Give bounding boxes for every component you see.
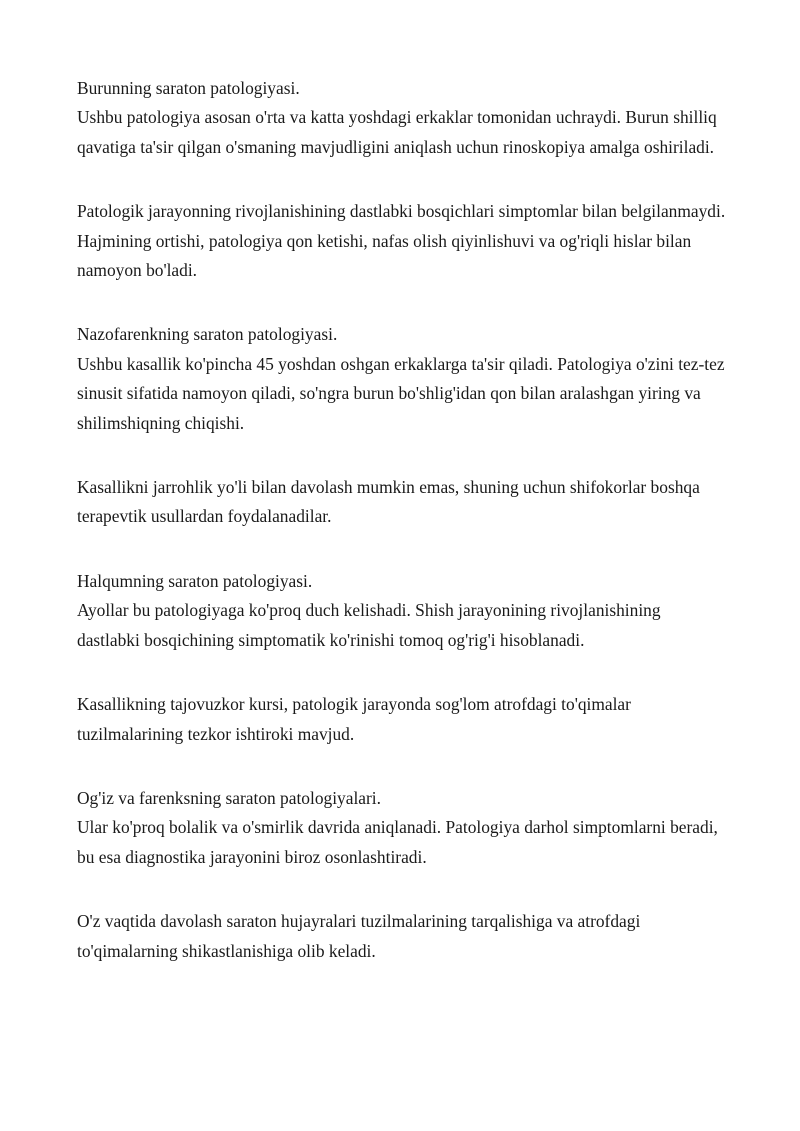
section-heading: Nazofarenkning saraton patologiyasi.	[77, 324, 338, 345]
paragraph: O'z vaqtida davolash saraton hujayralari tuzilmalarining tarqalishiga va atrofdagi to'qimalarning shikastlanishiga olib keladi.	[77, 911, 641, 961]
section-nose-cancer-symptoms	[77, 197, 727, 285]
section-larynx-course	[77, 690, 727, 749]
section-larynx-cancer	[77, 567, 727, 655]
paragraph: Patologik jarayonning rivojlanishining dastlabki bosqichlari simptomlar bilan belgilanmaydi. Hajmining ortishi, patologiya qon ketishi, nafas olish qiyinlishuvi va og'riqli hislar bilan namoyon bo'ladi.	[77, 201, 726, 281]
section-heading: Halqumning saraton patologiyasi.	[77, 570, 313, 591]
paragraph: Ushbu kasallik ko'pincha 45 yoshdan oshgan erkaklarga ta'sir qiladi. Patologiya o'zini tez-tez sinusit sifatida namoyon qiladi, so'ngra burun bo'shlig'idan qon bilan aralashgan yiring va shilimshiqning chiqishi.	[77, 353, 725, 433]
section-heading: Og'iz va farenksning saraton patologiyalari.	[77, 787, 381, 808]
paragraph: Kasallikning tajovuzkor kursi, patologik jarayonda sog'lom atrofdagi to'qimalar tuzilmalarining tezkor ishtiroki mavjud.	[77, 694, 631, 744]
section-nasopharynx-cancer	[77, 320, 727, 438]
section-nose-cancer	[77, 74, 727, 162]
paragraph: Ayollar bu patologiyaga ko'proq duch kelishadi. Shish jarayonining rivojlanishining dastlabki bosqichining simptomatik ko'rinishi tomoq og'rig'i hisoblanadi.	[77, 600, 661, 650]
paragraph: Ular ko'proq bolalik va o'smirlik davrida aniqlanadi. Patologiya darhol simptomlarni beradi, bu esa diagnostika jarayonini biroz osonlashtiradi.	[77, 817, 718, 867]
section-nasopharynx-treatment	[77, 473, 727, 532]
paragraph: Kasallikni jarrohlik yo'li bilan davolash mumkin emas, shuning uchun shifokorlar boshqa terapevtik usullardan foydalanadilar.	[77, 477, 700, 527]
section-mouth-pharynx-cancer	[77, 784, 727, 872]
section-heading: Burunning saraton patologiyasi.	[77, 78, 300, 98]
document-page	[77, 74, 727, 1001]
paragraph: Ushbu patologiya asosan o'rta va katta yoshdagi erkaklar tomonidan uchraydi. Burun shilliq qavatiga ta'sir qilgan o'smaning mavjudligini aniqlash uchun rinoskopiya amalga oshiriladi.	[77, 107, 717, 157]
section-treatment-note	[77, 907, 727, 966]
